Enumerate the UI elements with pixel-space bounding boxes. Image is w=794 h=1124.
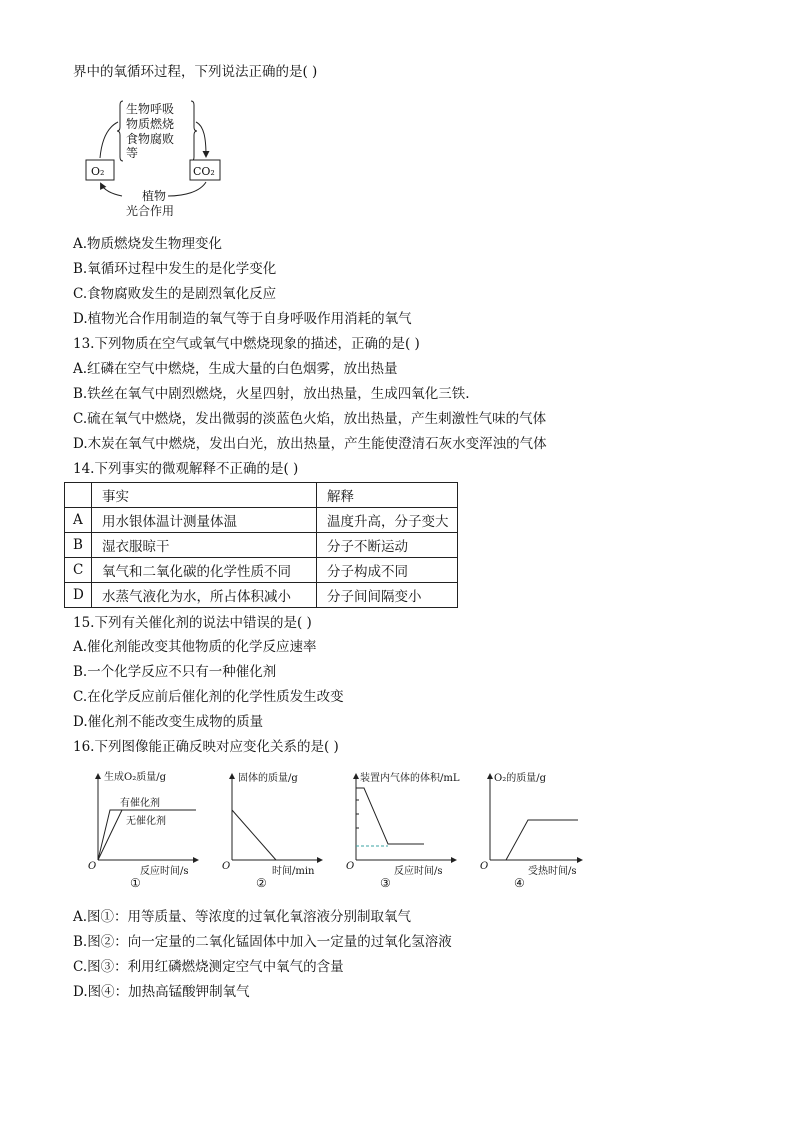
- table-header-cell: 事实: [92, 483, 317, 508]
- graph-4-number: ④: [514, 876, 525, 890]
- graph-3-number: ③: [380, 876, 391, 890]
- graph-2: [218, 768, 328, 880]
- q12-option-d: D.植物光合作用制造的氧气等于自身呼吸作用消耗的氧气: [73, 311, 412, 327]
- o2-mass-curve: [490, 820, 578, 860]
- x-axis-label: 受热时间/s: [528, 866, 577, 877]
- table-header-cell: 解释: [317, 483, 458, 508]
- q12-stem: 界中的氧循环过程，下列说法正确的是( ): [73, 64, 318, 80]
- cycle-process-line-3: 食物腐败: [126, 132, 175, 146]
- table-cell: 温度升高，分子变大: [317, 508, 458, 533]
- table-cell: D: [65, 583, 92, 608]
- q16-option-c: C.图③：利用红磷燃烧测定空气中氧气的含量: [73, 959, 344, 975]
- o2-box-label: O₂: [91, 165, 105, 178]
- curve-label-no-catalyst: 无催化剂: [126, 816, 166, 827]
- x-axis-label: 反应时间/s: [394, 866, 443, 877]
- arrow-process-to-co2: [196, 122, 206, 156]
- table-cell: 湿衣服晾干: [92, 533, 317, 558]
- q16-option-d: D.图④：加热高锰酸钾制氧气: [73, 984, 250, 1000]
- table-cell: 用水银体温计测量体温: [92, 508, 317, 533]
- cycle-process-line-2: 物质燃烧: [126, 117, 175, 131]
- gas-volume-curve: [356, 788, 424, 844]
- graph-3: [344, 768, 464, 880]
- table-row: [65, 508, 458, 533]
- q15-option-b: B.一个化学反应不只有一种催化剂: [73, 664, 277, 680]
- x-axis-label: 反应时间/s: [140, 866, 189, 877]
- q12-option-a: A.物质燃烧发生物理变化: [73, 236, 223, 252]
- table-cell: A: [65, 508, 92, 533]
- table-cell: 分子间间隔变小: [317, 583, 458, 608]
- q15-option-a: A.催化剂能改变其他物质的化学反应速率: [73, 639, 317, 655]
- cycle-bottom-line-2: 光合作用: [126, 204, 175, 218]
- table-cell: 分子不断运动: [317, 533, 458, 558]
- q16-option-a: A.图①：用等质量、等浓度的过氧化氧溶液分别制取氧气: [73, 909, 412, 925]
- graph-4: [478, 768, 588, 880]
- origin-label: O: [480, 861, 489, 872]
- graph-1-number: ①: [130, 876, 141, 890]
- origin-label: O: [346, 861, 355, 872]
- table-cell: 氧气和二氧化碳的化学性质不同: [92, 558, 317, 583]
- table-header-row: [65, 483, 458, 508]
- q13-option-a: A.红磷在空气中燃烧，生成大量的白色烟雾，放出热量: [73, 361, 398, 377]
- graph-2-number: ②: [256, 876, 267, 890]
- origin-label: O: [88, 861, 97, 872]
- q15-option-d: D.催化剂不能改变生成物的质量: [73, 714, 264, 730]
- curve-without-catalyst: [98, 810, 122, 860]
- cycle-process-line-4: 等: [126, 146, 139, 160]
- q16-option-b: B.图②：向一定量的二氧化锰固体中加入一定量的过氧化氢溶液: [73, 934, 452, 950]
- x-axis-label: 时间/min: [272, 866, 315, 877]
- q12-option-c: C.食物腐败发生的是剧烈氧化反应: [73, 286, 277, 302]
- q13-option-c: C.硫在氧气中燃烧，发出微弱的淡蓝色火焰，放出热量，产生刺激性气味的气体: [73, 411, 547, 427]
- q13-stem: 13.下列物质在空气或氧气中燃烧现象的描述，正确的是( ): [73, 336, 420, 352]
- table-row: [65, 583, 458, 608]
- y-axis-label: 装置内气体的体积/mL: [360, 773, 460, 784]
- table-header-cell: [65, 483, 92, 508]
- table-cell: C: [65, 558, 92, 583]
- arrow-co2-to-plants: [168, 182, 206, 196]
- co2-box-label: CO₂: [193, 165, 215, 178]
- arrow-o2-to-process: [100, 122, 118, 158]
- q15-option-c: C.在化学反应前后催化剂的化学性质发生改变: [73, 689, 344, 705]
- table-row: [65, 533, 458, 558]
- graph-1: [86, 768, 206, 880]
- solid-mass-curve: [232, 810, 276, 860]
- q14-stem: 14.下列事实的微观解释不正确的是( ): [73, 461, 299, 477]
- facts-table: [64, 482, 458, 608]
- q15-stem: 15.下列有关催化剂的说法中错误的是( ): [73, 615, 312, 631]
- y-axis-label: O₂的质量/g: [494, 773, 546, 784]
- cycle-bottom-line-1: 植物: [142, 189, 167, 203]
- arrow-plants-to-o2: [101, 184, 122, 196]
- table-cell: B: [65, 533, 92, 558]
- table-cell: 水蒸气液化为水，所占体积减小: [92, 583, 317, 608]
- y-axis-label: 固体的质量/g: [238, 773, 298, 784]
- table-cell: 分子构成不同: [317, 558, 458, 583]
- cycle-process-line-1: 生物呼吸: [126, 102, 175, 116]
- q13-option-b: B.铁丝在氧气中剧烈燃烧，火星四射，放出热量，生成四氧化三铁.: [73, 386, 470, 402]
- y-axis-label: 生成O₂质量/g: [104, 772, 166, 783]
- curve-label-catalyst: 有催化剂: [120, 798, 160, 809]
- oxygen-cycle-diagram: [78, 96, 238, 222]
- q16-stem: 16.下列图像能正确反映对应变化关系的是( ): [73, 739, 339, 755]
- origin-label: O: [222, 861, 231, 872]
- q13-option-d: D.木炭在氧气中燃烧，发出白光，放出热量，产生能使澄清石灰水变浑浊的气体: [73, 436, 547, 452]
- q12-option-b: B.氧循环过程中发生的是化学变化: [73, 261, 277, 277]
- table-row: [65, 558, 458, 583]
